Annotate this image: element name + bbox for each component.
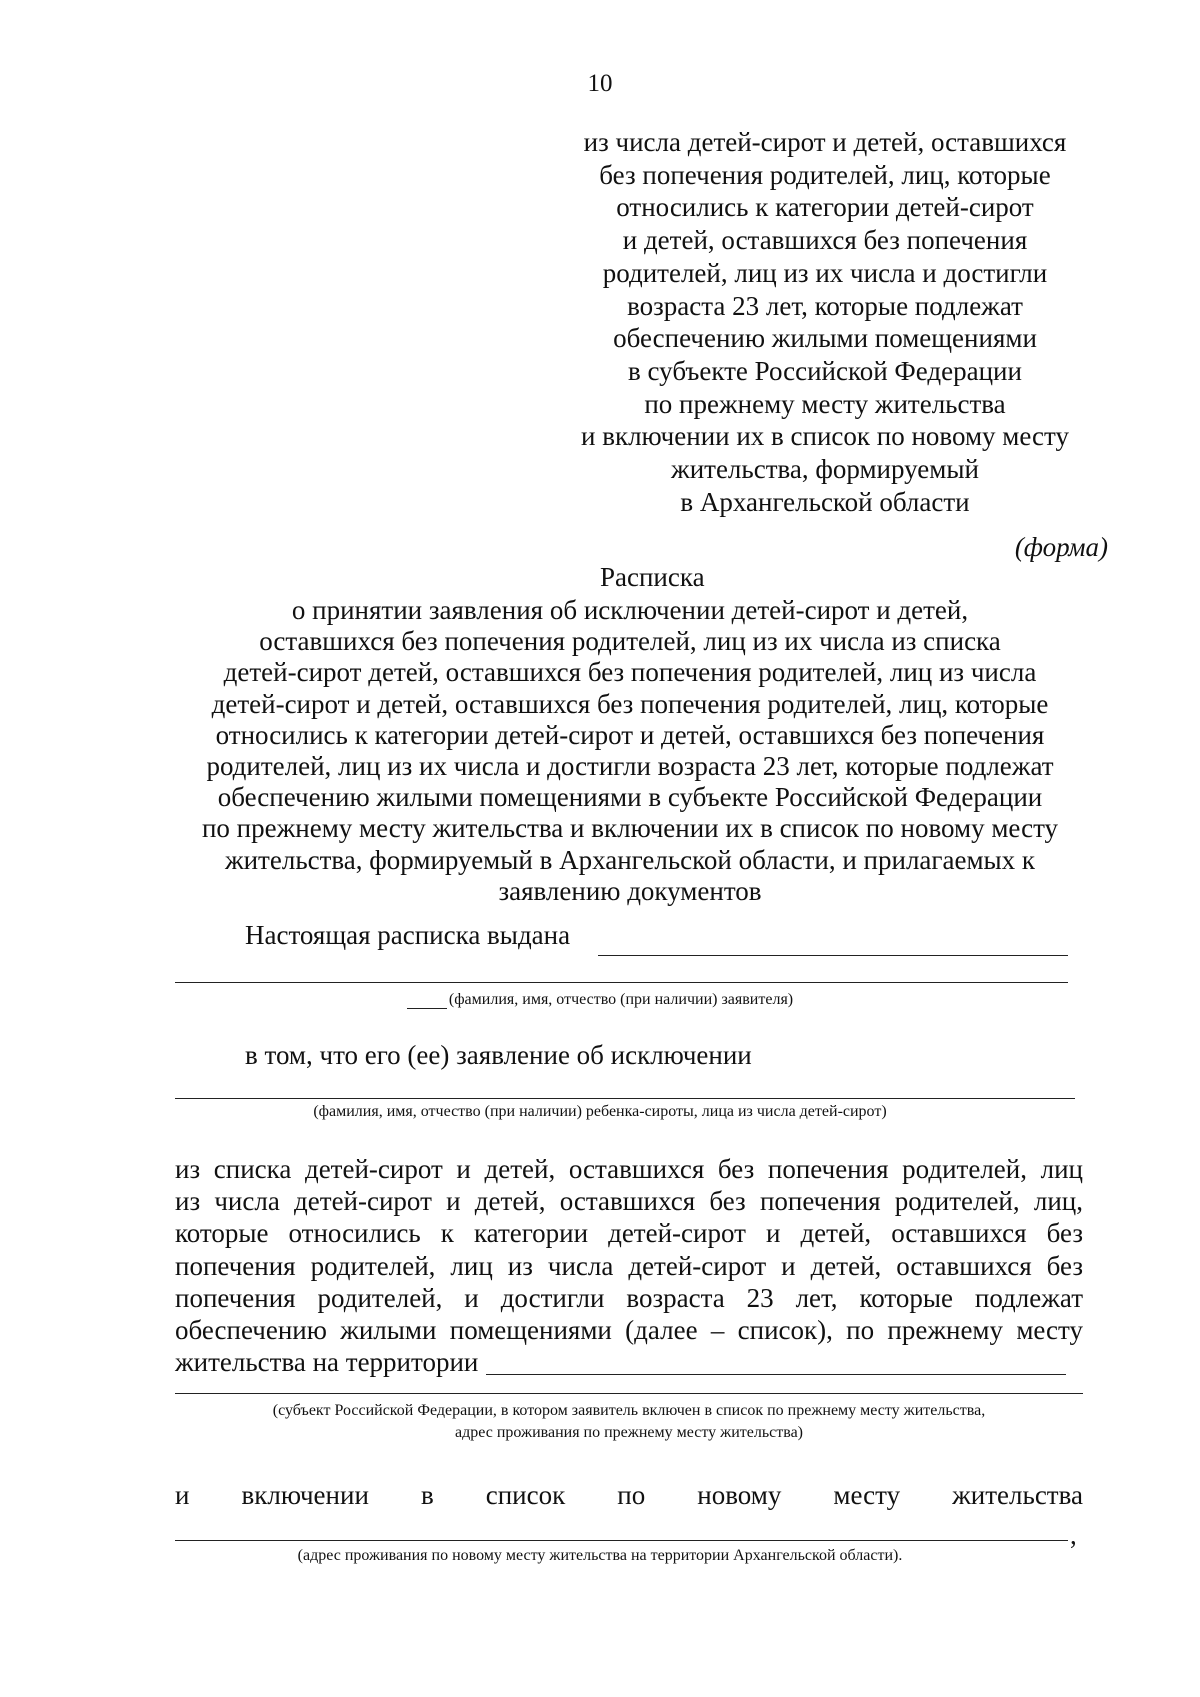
inclusion-word: включении xyxy=(241,1480,369,1510)
appendix-line: в Архангельской области xyxy=(680,486,970,517)
statement-label: в том, что его (ее) заявление об исключении xyxy=(245,1040,752,1070)
region-caption xyxy=(175,1400,1083,1444)
trailing-comma: , xyxy=(1070,1520,1077,1550)
body-line: попечения родителей, лиц из числа детей-сирот и детей, оставшихся без xyxy=(175,1250,1083,1281)
new-address-caption: (адрес проживания по новому месту жительства на территории Архангельской области). xyxy=(297,1547,903,1564)
body-line: попечения родителей, и достигли возраста 23 лет, которые подлежат xyxy=(175,1282,1083,1313)
body-line: которые относились к категории детей-сирот и детей, оставшихся без xyxy=(175,1218,1083,1249)
form-label: (форма) xyxy=(1014,532,1108,562)
appendix-line: возраста 23 лет, которые подлежат xyxy=(627,290,1023,321)
inclusion-word: месту xyxy=(833,1480,901,1510)
body-line: из списка детей-сирот и детей, оставшихся без попечения родителей, лиц xyxy=(175,1154,1083,1184)
inclusion-word: по xyxy=(617,1480,646,1510)
new-address-fill-line[interactable] xyxy=(175,1540,1068,1541)
body-line: обеспечению жилыми помещениями (далее – список), по прежнему месту xyxy=(175,1315,1083,1346)
subtitle-line: заявлению документов xyxy=(498,875,762,906)
subtitle-line: детей-сирот и детей, оставшихся без попечения родителей, лиц, которые xyxy=(211,688,1049,719)
applicant-caption-row xyxy=(0,991,1200,1009)
subtitle-line: оставшихся без попечения родителей, лиц из их числа из списка xyxy=(259,626,1001,657)
subtitle-line: относились к категории детей-сирот и детей, оставшихся без попечения xyxy=(215,719,1045,750)
appendix-line: в субъекте Российской Федерации xyxy=(628,355,1022,386)
subtitle-line: жительства, формируемый в Архангельской области, и прилагаемых к xyxy=(224,844,1036,875)
appendix-line: относились к категории детей-сирот xyxy=(616,192,1034,223)
region-fill-line[interactable] xyxy=(175,1393,1083,1394)
subtitle-line: по прежнему месту жительства и включении их в список по новому месту xyxy=(201,813,1059,844)
appendix-line: родителей, лиц из их числа и достигли xyxy=(602,257,1048,288)
appendix-line: и включении их в список по новому месту xyxy=(581,421,1069,452)
territory-fill-line[interactable] xyxy=(486,1374,1066,1375)
inclusion-word: в xyxy=(420,1480,434,1510)
inclusion-word: и xyxy=(175,1480,190,1510)
inclusion-line xyxy=(175,1480,1083,1511)
body-last-line: жительства на территории xyxy=(175,1347,479,1378)
subtitle-line: о принятии заявления об исключении детей-сирот и детей, xyxy=(291,595,969,625)
body-line: из числа детей-сирот и детей, оставшихся без попечения родителей, лиц, xyxy=(175,1186,1083,1217)
document-title: Расписка xyxy=(600,562,705,592)
inclusion-word: новому xyxy=(697,1480,782,1510)
issued-to-label: Настоящая расписка выдана xyxy=(245,920,571,950)
body-paragraph xyxy=(175,1153,1083,1378)
child-caption: (фамилия, имя, отчество (при наличии) ребенка-сироты, лица из числа детей-сирот) xyxy=(313,1103,887,1120)
inclusion-word: жительства xyxy=(952,1480,1083,1510)
region-caption-line: (субъект Российской Федерации, в котором заявитель включен в список по прежнему месту жительства, xyxy=(272,1402,986,1419)
subtitle-line: родителей, лиц из их числа и достигли возраста 23 лет, которые подлежат xyxy=(206,751,1054,782)
appendix-line: обеспечению жилыми помещениями xyxy=(613,323,1037,354)
subtitle-line: обеспечению жилыми помещениями в субъекте Российской Федерации xyxy=(217,782,1043,813)
document-subtitle xyxy=(170,595,1090,907)
child-name-fill-line[interactable] xyxy=(175,1098,1075,1099)
appendix-line: без попечения родителей, лиц, которые xyxy=(599,159,1051,190)
appendix-line: по прежнему месту жительства xyxy=(644,388,1006,419)
region-caption-line: адрес проживания по прежнему месту жительства) xyxy=(455,1424,803,1441)
applicant-name-fill-line[interactable] xyxy=(175,982,1068,983)
issued-to-fill-line[interactable] xyxy=(598,955,1068,956)
appendix-heading xyxy=(545,126,1105,518)
caption-underline-stub xyxy=(407,1008,447,1009)
inclusion-word: список xyxy=(485,1480,566,1510)
appendix-line: и детей, оставшихся без попечения xyxy=(622,225,1028,256)
appendix-line: жительства, формируемый xyxy=(671,454,979,485)
applicant-caption: (фамилия, имя, отчество (при наличии) заявителя) xyxy=(448,991,794,1008)
subtitle-line: детей-сирот детей, оставшихся без попечения родителей, лиц из числа xyxy=(223,657,1037,688)
body-last-line-row xyxy=(175,1346,1083,1378)
appendix-line: из числа детей-сирот и детей, оставшихся xyxy=(583,127,1067,157)
page-number: 10 xyxy=(587,70,613,97)
